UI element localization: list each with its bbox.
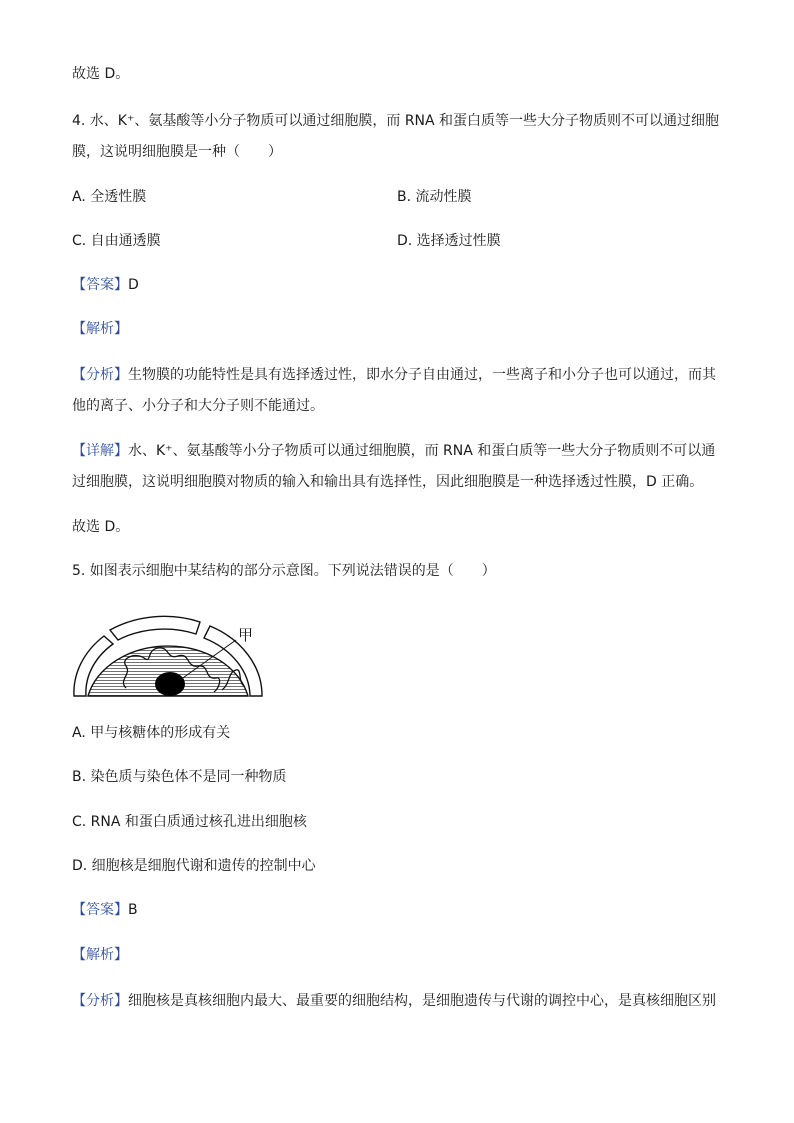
q4-answer-value: D — [128, 277, 139, 293]
q5-option-b: B. 染色质与染色体不是同一种物质 — [72, 769, 287, 785]
q5-option-a: A. 甲与核糖体的形成有关 — [72, 725, 231, 741]
prev-conclusion: 故选 D。 — [72, 66, 130, 82]
q4-stem-line2: 膜，这说明细胞膜是一种（ ） — [72, 144, 282, 160]
q4-analysis-line1 — [72, 365, 716, 385]
q4-analysis-tag: 【分析】 — [72, 367, 128, 383]
q5-answer-value: B — [128, 902, 138, 918]
q4-detail-line2: 过细胞膜，这说明细胞膜对物质的输入和输出具有选择性，因此细胞膜是一种选择透过性膜，D 正确。 — [72, 474, 704, 490]
q5-option-c: C. RNA 和蛋白质通过核孔进出细胞核 — [72, 814, 307, 830]
q5-jiexi-heading: 【解析】 — [72, 947, 128, 963]
q4-conclusion: 故选 D。 — [72, 519, 130, 535]
q4-stem-line1: 4. 水、K⁺、氨基酸等小分子物质可以通过细胞膜，而 RNA 和蛋白质等一些大分子物质则不可以通过细胞 — [72, 113, 720, 129]
q5-answer-line — [72, 900, 138, 920]
q5-analysis-line1 — [72, 991, 716, 1011]
outer-membrane-segment — [110, 616, 200, 640]
nucleus-diagram-svg — [70, 610, 270, 705]
figure-label-jia: 甲 — [238, 626, 254, 644]
q4-option-b: B. 流动性膜 — [397, 189, 472, 205]
q4-answer-line — [72, 275, 139, 295]
q5-stem: 5. 如图表示细胞中某结构的部分示意图。下列说法错误的是（ ） — [72, 563, 496, 579]
q5-analysis-tag: 【分析】 — [72, 993, 128, 1009]
q5-answer-tag: 【答案】 — [72, 902, 128, 918]
q4-jiexi-heading: 【解析】 — [72, 321, 128, 337]
q4-analysis-text1: 生物膜的功能特性是具有选择透过性，即水分子自由通过，一些离子和小分子也可以通过，而其 — [128, 367, 716, 383]
nucleus-diagram — [70, 610, 270, 705]
q4-option-d: D. 选择透过性膜 — [397, 233, 501, 249]
q5-analysis-text1: 细胞核是真核细胞内最大、最重要的细胞结构，是细胞遗传与代谢的调控中心，是真核细胞区别 — [128, 993, 716, 1009]
q4-detail-tag: 【详解】 — [72, 443, 128, 459]
q4-answer-tag: 【答案】 — [72, 277, 128, 293]
q4-option-c: C. 自由通透膜 — [72, 233, 161, 249]
q4-option-a: A. 全透性膜 — [72, 189, 147, 205]
nucleolus — [155, 672, 185, 696]
q5-option-d: D. 细胞核是细胞代谢和遗传的控制中心 — [72, 858, 316, 874]
q4-detail-line1 — [72, 441, 715, 461]
q4-analysis-line2: 他的离子、小分子和大分子则不能通过。 — [72, 398, 324, 414]
q4-detail-text1: 水、K⁺、氨基酸等小分子物质可以通过细胞膜，而 RNA 和蛋白质等一些大分子物质则不可以通 — [128, 443, 716, 459]
